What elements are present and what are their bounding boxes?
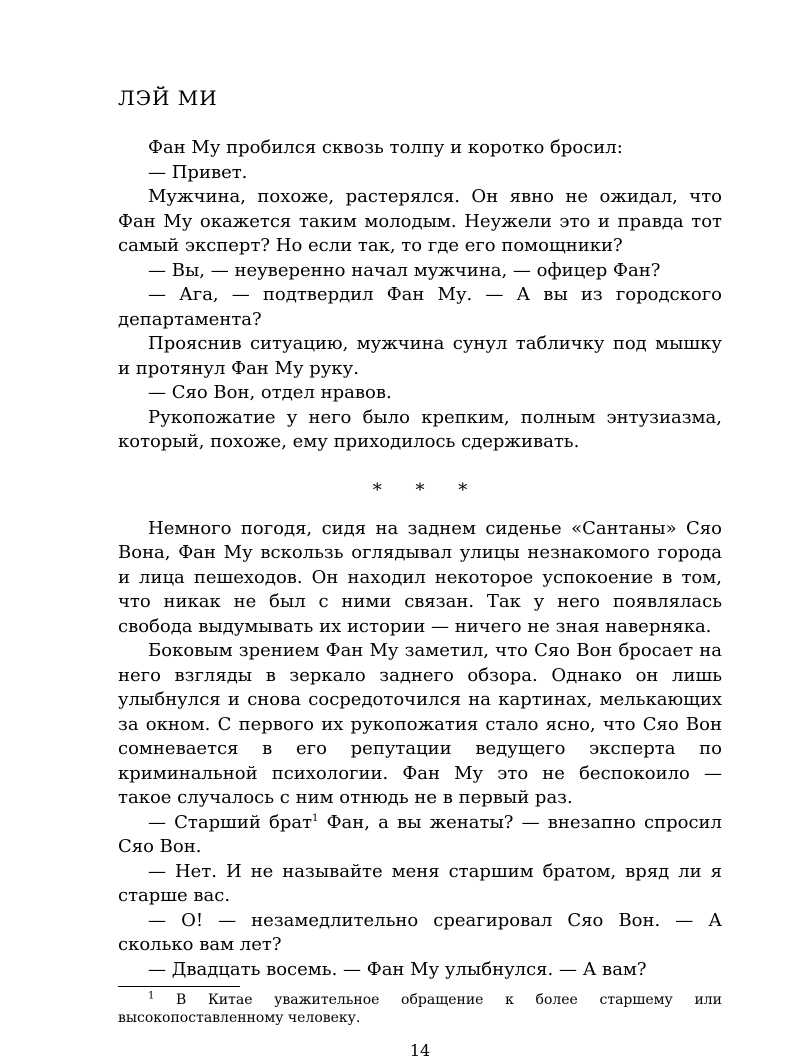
page-number: 14 <box>409 1041 431 1060</box>
book-page <box>118 78 722 1060</box>
body-text <box>118 136 722 982</box>
footnote-text: В Китае уважительное обращение к более старшему или высокопоставленному человеку. <box>118 992 722 1026</box>
footnote-divider <box>118 986 240 987</box>
paragraph-with-footnote-mark <box>118 811 722 860</box>
paragraph: Немного погодя, сидя на заднем сиденье «Сантаны» Сяо Вона, Фан Му вскользь оглядывал улицы незнакомого города и лица пешеходов. Он находил некоторое успокоение в том, что никак не был с ними связан. Так у него появлялась свобода выдумывать их истории — ничего не зная наверняка. <box>118 517 722 637</box>
footnote <box>118 991 722 1027</box>
paragraph: Прояснив ситуацию, мужчина сунул табличку под мышку и протянул Фан Му руку. <box>118 333 722 379</box>
dialogue-text: Фан, а вы женаты? — внезапно спросил Сяо Вон. <box>118 811 722 857</box>
footnote-mark: 1 <box>148 990 155 1002</box>
running-head: ЛЭЙ МИ <box>118 86 218 110</box>
footnote-reference[interactable]: 1 <box>312 812 319 824</box>
paragraph: — Сяо Вон, отдел нравов. <box>148 382 392 403</box>
section-separator: * * * <box>372 479 482 501</box>
paragraph: — Нет. И не называйте меня старшим братом, вряд ли я старше вас. <box>118 860 722 906</box>
paragraph: Боковым зрением Фан Му заметил, что Сяо Вон бросает на него взгляды в зеркало заднего обзора. Однако он лишь улыбнулся и снова сосредоточился на картинах, мелькающих за окном. С первого их рукопожатия стало ясно, что Сяо Вон сомневается в его репутации ведущего эксперта по криминальной психологии. Фан Му это не беспокоило — такое случалось с ним отнюдь не в первый раз. <box>118 640 722 808</box>
dialogue-text: — Старший брат <box>148 811 313 833</box>
paragraph: — Привет. <box>148 161 248 183</box>
paragraph: — Вы, — неуверенно начал мужчина, — офицер Фан? <box>148 259 661 281</box>
paragraph: Рукопожатие у него было крепким, полным энтузиазма, который, похоже, ему приходилось сдерживать. <box>118 406 722 452</box>
paragraph: Фан Му пробился сквозь толпу и коротко бросил: <box>148 137 623 158</box>
paragraph: — Ага, — подтвердил Фан Му. — А вы из городского департамента? <box>118 284 722 330</box>
paragraph: — О! — незамедлительно среагировал Сяо Вон. — А сколько вам лет? <box>118 909 722 955</box>
paragraph: — Двадцать восемь. — Фан Му улыбнулся. — А вам? <box>148 958 647 980</box>
paragraph: Мужчина, похоже, растерялся. Он явно не ожидал, что Фан Му окажется таким молодым. Неужели это и правда тот самый эксперт? Но если так, то где его помощники? <box>118 186 722 256</box>
